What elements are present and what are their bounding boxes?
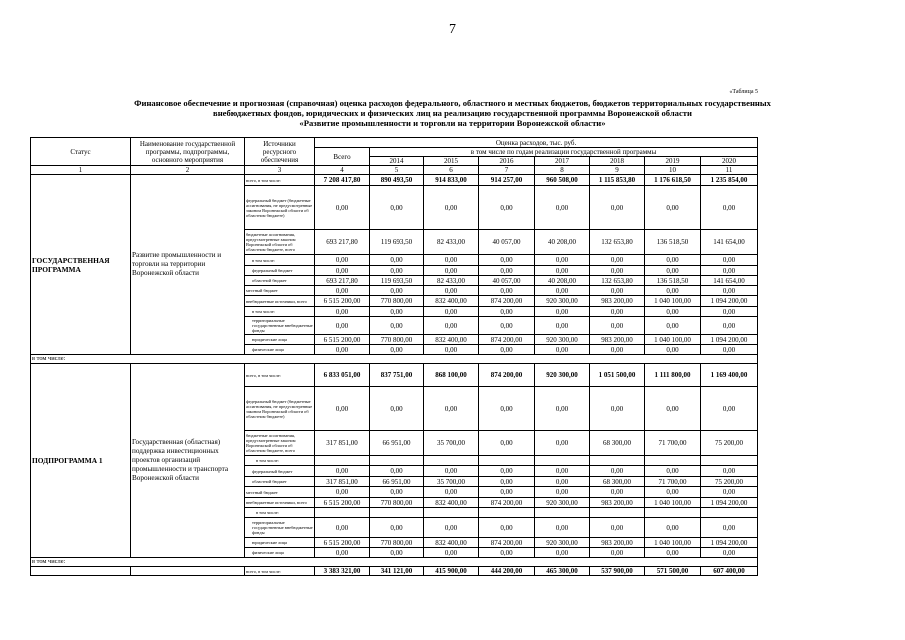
- value-cell: 0,00: [590, 317, 645, 335]
- source-cell: в том числе:: [245, 255, 315, 266]
- value-cell: 444 200,00: [479, 567, 535, 576]
- source-cell: бюджетные ассигнования, предусмотренные законом Воронежской области об областном бюджете, всего: [245, 431, 315, 456]
- row-program-name: Государственная (областная) поддержка инвестиционных проектов организаций промышленности и транспорта Воронежской области: [131, 364, 245, 558]
- source-cell: областной бюджет: [245, 477, 315, 487]
- value-cell: 0,00: [590, 487, 645, 498]
- value-cell: 0,00: [479, 431, 535, 456]
- column-number: 10: [645, 166, 701, 175]
- value-cell: 0,00: [535, 466, 590, 477]
- header-by-year: в том числе по годам реализации государственной программы: [370, 148, 758, 157]
- value-cell: 0,00: [424, 186, 479, 230]
- value-cell: 40 208,00: [535, 230, 590, 255]
- value-cell: 537 900,00: [590, 567, 645, 576]
- value-cell: 832 400,00: [424, 335, 479, 345]
- value-cell: 0,00: [701, 345, 758, 355]
- value-cell: 0,00: [424, 487, 479, 498]
- source-cell: внебюджетные источники, всего: [245, 498, 315, 508]
- column-number: 8: [535, 166, 590, 175]
- in-that-number-label: в том числе:: [31, 355, 758, 364]
- value-cell: 0,00: [479, 518, 535, 538]
- section-separator-row: [31, 558, 758, 567]
- value-cell: 0,00: [701, 466, 758, 477]
- value-cell: [370, 508, 424, 518]
- value-cell: 0,00: [370, 548, 424, 558]
- table-label: «Таблица 5: [729, 89, 758, 95]
- value-cell: 0,00: [370, 255, 424, 266]
- source-cell: физические лица: [245, 345, 315, 355]
- value-cell: 132 653,80: [590, 230, 645, 255]
- column-number: 9: [590, 166, 645, 175]
- header-year-2017: 2017: [535, 157, 590, 166]
- value-cell: [315, 508, 370, 518]
- value-cell: [701, 508, 758, 518]
- value-cell: 6 515 200,00: [315, 296, 370, 307]
- column-number: 5: [370, 166, 424, 175]
- value-cell: [590, 456, 645, 466]
- value-cell: [590, 508, 645, 518]
- value-cell: 874 200,00: [479, 364, 535, 387]
- value-cell: 0,00: [535, 548, 590, 558]
- source-cell: областной бюджет: [245, 276, 315, 286]
- value-cell: 1 040 100,00: [645, 296, 701, 307]
- value-cell: 3 383 321,00: [315, 567, 370, 576]
- value-cell: 1 094 200,00: [701, 498, 758, 508]
- source-cell: территориальные государственные внебюджетные фонды: [245, 317, 315, 335]
- header-year-2018: 2018: [590, 157, 645, 166]
- value-cell: 0,00: [645, 345, 701, 355]
- value-cell: 0,00: [590, 548, 645, 558]
- value-cell: 868 100,00: [424, 364, 479, 387]
- table-row: [31, 567, 758, 576]
- value-cell: 920 300,00: [535, 538, 590, 548]
- value-cell: 0,00: [590, 345, 645, 355]
- value-cell: 832 400,00: [424, 296, 479, 307]
- value-cell: [645, 508, 701, 518]
- value-cell: 890 493,50: [370, 175, 424, 186]
- value-cell: 0,00: [479, 266, 535, 276]
- page-number: 7: [449, 22, 456, 37]
- value-cell: 914 833,00: [424, 175, 479, 186]
- value-cell: 40 057,00: [479, 230, 535, 255]
- value-cell: 0,00: [535, 255, 590, 266]
- value-cell: 0,00: [645, 186, 701, 230]
- value-cell: 1 176 618,50: [645, 175, 701, 186]
- value-cell: 35 700,00: [424, 477, 479, 487]
- value-cell: 770 800,00: [370, 335, 424, 345]
- source-cell: всего, в том числе:: [245, 567, 315, 576]
- value-cell: 0,00: [370, 487, 424, 498]
- value-cell: 136 518,50: [645, 230, 701, 255]
- value-cell: 0,00: [535, 317, 590, 335]
- value-cell: [370, 456, 424, 466]
- source-cell: всего, в том числе:: [245, 175, 315, 186]
- value-cell: 832 400,00: [424, 498, 479, 508]
- value-cell: 0,00: [479, 387, 535, 431]
- value-cell: 6 515 200,00: [315, 335, 370, 345]
- value-cell: 317 851,00: [315, 431, 370, 456]
- value-cell: 0,00: [315, 307, 370, 317]
- value-cell: 0,00: [315, 286, 370, 296]
- row-program-name: Развитие промышленности и торговли на территории Воронежской области: [131, 175, 245, 355]
- value-cell: 0,00: [535, 518, 590, 538]
- value-cell: 0,00: [590, 518, 645, 538]
- source-cell: в том числе:: [245, 508, 315, 518]
- source-cell: в том числе:: [245, 307, 315, 317]
- value-cell: 0,00: [315, 186, 370, 230]
- value-cell: 0,00: [701, 307, 758, 317]
- value-cell: 914 257,00: [479, 175, 535, 186]
- header-year-2015: 2015: [424, 157, 479, 166]
- header-sources: Источники ресурсного обеспечения: [245, 138, 315, 166]
- row-status: ГОСУДАРСТВЕННАЯ ПРОГРАММА: [31, 175, 131, 355]
- value-cell: 341 121,00: [370, 567, 424, 576]
- value-cell: 0,00: [701, 255, 758, 266]
- column-number: 3: [245, 166, 315, 175]
- value-cell: 1 040 100,00: [645, 498, 701, 508]
- header-year-2020: 2020: [701, 157, 758, 166]
- value-cell: 920 300,00: [535, 335, 590, 345]
- source-cell: федеральный бюджет: [245, 466, 315, 477]
- value-cell: 40 208,00: [535, 276, 590, 286]
- value-cell: 0,00: [315, 548, 370, 558]
- value-cell: 1 094 200,00: [701, 538, 758, 548]
- source-cell: федеральный бюджет: [245, 266, 315, 276]
- value-cell: 607 400,00: [701, 567, 758, 576]
- source-cell: всего, в том числе:: [245, 364, 315, 387]
- value-cell: 0,00: [701, 266, 758, 276]
- in-that-number-label: в том числе:: [31, 558, 758, 567]
- value-cell: 75 200,00: [701, 431, 758, 456]
- section-separator-row: [31, 355, 758, 364]
- value-cell: 0,00: [370, 345, 424, 355]
- source-cell: территориальные государственные внебюджетные фонды: [245, 518, 315, 538]
- value-cell: 0,00: [424, 345, 479, 355]
- value-cell: 983 200,00: [590, 538, 645, 548]
- value-cell: 0,00: [535, 387, 590, 431]
- title-line-3: «Развитие промышленности и торговли на территории Воронежской области»: [299, 118, 606, 128]
- value-cell: 0,00: [535, 307, 590, 317]
- value-cell: 960 508,00: [535, 175, 590, 186]
- column-number: 7: [479, 166, 535, 175]
- value-cell: 571 500,00: [645, 567, 701, 576]
- column-number: 2: [131, 166, 245, 175]
- value-cell: 0,00: [479, 466, 535, 477]
- value-cell: 0,00: [370, 307, 424, 317]
- value-cell: 832 400,00: [424, 538, 479, 548]
- value-cell: 119 693,50: [370, 230, 424, 255]
- value-cell: 0,00: [645, 518, 701, 538]
- value-cell: 0,00: [315, 487, 370, 498]
- value-cell: 693 217,80: [315, 276, 370, 286]
- value-cell: 136 518,50: [645, 276, 701, 286]
- source-cell: федеральный бюджет (бюджетные ассигнования, не предусмотренные законом Воронежской области об областном бюджете): [245, 186, 315, 230]
- row-status: [31, 567, 131, 576]
- header-row: [31, 138, 758, 148]
- column-number: 1: [31, 166, 131, 175]
- value-cell: 465 300,00: [535, 567, 590, 576]
- value-cell: 0,00: [645, 266, 701, 276]
- value-cell: 132 653,80: [590, 276, 645, 286]
- table-body: [31, 138, 758, 576]
- value-cell: 0,00: [424, 307, 479, 317]
- value-cell: 0,00: [701, 548, 758, 558]
- value-cell: 920 300,00: [535, 498, 590, 508]
- document-title: [30, 98, 875, 128]
- header-estimate: Оценка расходов, тыс. руб.: [315, 138, 758, 148]
- value-cell: 1 040 100,00: [645, 538, 701, 548]
- value-cell: 0,00: [645, 286, 701, 296]
- value-cell: 920 300,00: [535, 296, 590, 307]
- value-cell: 0,00: [701, 186, 758, 230]
- value-cell: 0,00: [315, 466, 370, 477]
- value-cell: 6 515 200,00: [315, 498, 370, 508]
- value-cell: 0,00: [535, 477, 590, 487]
- value-cell: 0,00: [645, 255, 701, 266]
- value-cell: 0,00: [479, 255, 535, 266]
- column-number: 11: [701, 166, 758, 175]
- column-numbers-row: [31, 166, 758, 175]
- value-cell: 0,00: [590, 466, 645, 477]
- value-cell: 317 851,00: [315, 477, 370, 487]
- value-cell: 0,00: [535, 345, 590, 355]
- value-cell: 0,00: [370, 518, 424, 538]
- title-line-2: внебюджетных фондов, юридических и физических лиц на реализацию государственной программы Воронежской области: [213, 108, 692, 118]
- value-cell: 0,00: [479, 548, 535, 558]
- value-cell: 0,00: [535, 487, 590, 498]
- value-cell: 0,00: [479, 487, 535, 498]
- value-cell: 0,00: [645, 307, 701, 317]
- value-cell: 0,00: [479, 345, 535, 355]
- value-cell: 0,00: [424, 317, 479, 335]
- value-cell: 0,00: [315, 345, 370, 355]
- column-number: 6: [424, 166, 479, 175]
- value-cell: 0,00: [424, 286, 479, 296]
- value-cell: 0,00: [590, 266, 645, 276]
- value-cell: 0,00: [645, 487, 701, 498]
- value-cell: 0,00: [370, 266, 424, 276]
- value-cell: 1 111 800,00: [645, 364, 701, 387]
- value-cell: 0,00: [535, 286, 590, 296]
- value-cell: 35 700,00: [424, 431, 479, 456]
- row-status: ПОДПРОГРАММА 1: [31, 364, 131, 558]
- value-cell: 0,00: [315, 266, 370, 276]
- value-cell: 0,00: [479, 186, 535, 230]
- value-cell: 0,00: [535, 266, 590, 276]
- value-cell: 1 051 500,00: [590, 364, 645, 387]
- value-cell: 0,00: [645, 387, 701, 431]
- value-cell: 40 057,00: [479, 276, 535, 286]
- column-number: 4: [315, 166, 370, 175]
- value-cell: [645, 456, 701, 466]
- source-cell: юридические лица: [245, 335, 315, 345]
- value-cell: 983 200,00: [590, 498, 645, 508]
- value-cell: 770 800,00: [370, 538, 424, 548]
- value-cell: 0,00: [424, 466, 479, 477]
- value-cell: 6 515 200,00: [315, 538, 370, 548]
- source-cell: бюджетные ассигнования, предусмотренные законом Воронежской области об областном бюджете, всего: [245, 230, 315, 255]
- source-cell: в том числе:: [245, 456, 315, 466]
- value-cell: 693 217,80: [315, 230, 370, 255]
- header-year-2014: 2014: [370, 157, 424, 166]
- value-cell: 874 200,00: [479, 296, 535, 307]
- value-cell: 874 200,00: [479, 538, 535, 548]
- value-cell: 66 951,00: [370, 431, 424, 456]
- value-cell: 770 800,00: [370, 296, 424, 307]
- table-row: [31, 364, 758, 387]
- value-cell: 82 433,00: [424, 230, 479, 255]
- source-cell: юридические лица: [245, 538, 315, 548]
- value-cell: 874 200,00: [479, 335, 535, 345]
- value-cell: 0,00: [645, 548, 701, 558]
- value-cell: 0,00: [315, 387, 370, 431]
- value-cell: 0,00: [701, 518, 758, 538]
- value-cell: 0,00: [424, 266, 479, 276]
- value-cell: 75 200,00: [701, 477, 758, 487]
- value-cell: 66 951,00: [370, 477, 424, 487]
- value-cell: 1 094 200,00: [701, 335, 758, 345]
- value-cell: 0,00: [370, 286, 424, 296]
- value-cell: [424, 456, 479, 466]
- value-cell: 0,00: [701, 286, 758, 296]
- value-cell: 1 235 854,00: [701, 175, 758, 186]
- value-cell: 0,00: [479, 286, 535, 296]
- value-cell: 983 200,00: [590, 335, 645, 345]
- value-cell: 0,00: [479, 317, 535, 335]
- value-cell: 0,00: [370, 317, 424, 335]
- value-cell: 0,00: [424, 255, 479, 266]
- finance-table: [30, 137, 758, 576]
- value-cell: 0,00: [424, 387, 479, 431]
- value-cell: 0,00: [590, 387, 645, 431]
- value-cell: 0,00: [645, 317, 701, 335]
- value-cell: [535, 456, 590, 466]
- value-cell: [424, 508, 479, 518]
- table-row: [31, 175, 758, 186]
- row-program-name: [131, 567, 245, 576]
- value-cell: 0,00: [645, 466, 701, 477]
- value-cell: 0,00: [315, 518, 370, 538]
- value-cell: [701, 456, 758, 466]
- source-cell: федеральный бюджет (бюджетные ассигнования, не предусмотренные законом Воронежской области об областном бюджете): [245, 387, 315, 431]
- value-cell: 0,00: [701, 487, 758, 498]
- value-cell: 141 654,00: [701, 276, 758, 286]
- value-cell: [479, 456, 535, 466]
- value-cell: 0,00: [370, 186, 424, 230]
- value-cell: 0,00: [479, 477, 535, 487]
- value-cell: 1 115 853,80: [590, 175, 645, 186]
- value-cell: 0,00: [535, 431, 590, 456]
- value-cell: 0,00: [424, 518, 479, 538]
- value-cell: [535, 508, 590, 518]
- header-year-2016: 2016: [479, 157, 535, 166]
- value-cell: 141 654,00: [701, 230, 758, 255]
- value-cell: 920 300,00: [535, 364, 590, 387]
- value-cell: 0,00: [701, 317, 758, 335]
- value-cell: 0,00: [701, 387, 758, 431]
- header-status: Статус: [31, 138, 131, 166]
- value-cell: 1 094 200,00: [701, 296, 758, 307]
- value-cell: 837 751,00: [370, 364, 424, 387]
- source-cell: внебюджетные источники, всего: [245, 296, 315, 307]
- value-cell: 983 200,00: [590, 296, 645, 307]
- value-cell: 6 833 051,00: [315, 364, 370, 387]
- value-cell: 0,00: [590, 307, 645, 317]
- source-cell: местный бюджет: [245, 487, 315, 498]
- value-cell: 82 433,00: [424, 276, 479, 286]
- value-cell: 119 693,50: [370, 276, 424, 286]
- value-cell: 68 300,00: [590, 431, 645, 456]
- value-cell: 7 208 417,80: [315, 175, 370, 186]
- value-cell: 0,00: [315, 317, 370, 335]
- value-cell: 0,00: [370, 387, 424, 431]
- title-line-1: Финансовое обеспечение и прогнозная (справочная) оценка расходов федерального, областного и местных бюджетов, бюджетов территориальных государственных: [134, 98, 771, 108]
- source-cell: физические лица: [245, 548, 315, 558]
- value-cell: [315, 456, 370, 466]
- source-cell: местный бюджет: [245, 286, 315, 296]
- header-total: Всего: [315, 148, 370, 166]
- value-cell: 68 300,00: [590, 477, 645, 487]
- value-cell: 0,00: [370, 466, 424, 477]
- header-year-2019: 2019: [645, 157, 701, 166]
- value-cell: 71 700,00: [645, 431, 701, 456]
- value-cell: 0,00: [535, 186, 590, 230]
- value-cell: 1 040 100,00: [645, 335, 701, 345]
- value-cell: 1 169 400,00: [701, 364, 758, 387]
- value-cell: 0,00: [424, 548, 479, 558]
- value-cell: 0,00: [590, 286, 645, 296]
- value-cell: 415 900,00: [424, 567, 479, 576]
- header-name: Наименование государственной программы, подпрограммы, основного мероприятия: [131, 138, 245, 166]
- value-cell: [479, 508, 535, 518]
- value-cell: 0,00: [590, 255, 645, 266]
- value-cell: 0,00: [315, 255, 370, 266]
- value-cell: 0,00: [479, 307, 535, 317]
- value-cell: 71 700,00: [645, 477, 701, 487]
- value-cell: 0,00: [590, 186, 645, 230]
- value-cell: 874 200,00: [479, 498, 535, 508]
- value-cell: 770 800,00: [370, 498, 424, 508]
